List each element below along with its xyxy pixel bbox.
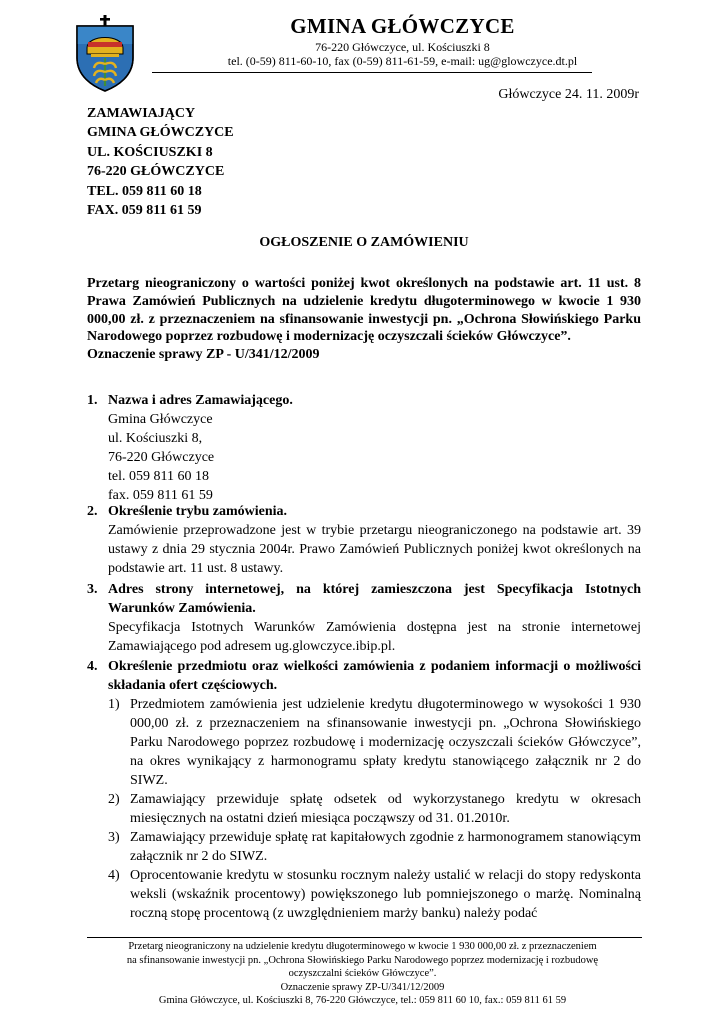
footer-line: Przetarg nieograniczony na udzielenie kredytu długoterminowego w kwocie 1 930 000,00 zł. z przeznaczeniem	[128, 941, 597, 952]
buyer-line: 76-220 GŁÓWCZYCE	[87, 164, 225, 180]
list-item-number: 1)	[108, 697, 120, 712]
section-line: ul. Kościuszki 8,	[108, 431, 203, 446]
footer-line: Oznaczenie sprawy ZP-U/341/12/2009	[280, 981, 445, 993]
document-title: OGŁOSZENIE O ZAMÓWIENIU	[259, 235, 469, 250]
intro-text: Przetarg nieograniczony o wartości poniżej kwot określonych na podstawie art. 11 ust. 8 Prawa Zamówień Publicznych na udzielenie kredytu długoterminowego w kwocie 1 930 000,00 zł. z przeznaczeniem na sfinansowanie inwestycji pn. „Ochrona Słowińskiego Parku Narodowego poprzez rozbudowę i modernizację oczyszczali ścieków Główczyce”.	[87, 276, 641, 345]
section-body: Specyfikacja Istotnych Warunków Zamówienia dostępna jest na stronie internetowej Zamawiającego pod adresem ug.glowczyce.ibip.pl.	[108, 620, 641, 654]
section-heading: Adres strony internetowej, na której zamieszczona jest Specyfikacja Istotnych Warunków Zamówienia.	[108, 582, 641, 616]
list-item-number: 3)	[108, 830, 120, 845]
section-line: tel. 059 811 60 18	[108, 469, 209, 484]
footer	[60, 940, 665, 1008]
section-heading: Określenie przedmiotu oraz wielkości zamówienia z podaniem informacji o możliwości składania ofert częściowych.	[108, 659, 641, 693]
section-line: Gmina Główczyce	[108, 412, 213, 427]
list-item-number: 2)	[108, 792, 120, 807]
footer-line: na sfinansowanie inwestycji pn. „Ochrona Słowińskiego Parku Narodowego poprzez modernizację i rozbudowę	[126, 954, 599, 966]
list-item	[108, 828, 641, 866]
org-contact: tel. (0-59) 811-60-10, fax (0-59) 811-61-59, e-mail: ug@glowczyce.dt.pl	[227, 54, 578, 68]
section-3	[87, 580, 641, 656]
buyer-line: ZAMAWIAJĄCY	[87, 106, 196, 121]
section-1	[87, 391, 641, 505]
section-number: 4.	[87, 659, 98, 674]
section-body: Zamówienie przeprowadzone jest w trybie przetargu nieograniczonego na podstawie art. 39 ustawy z dnia 29 stycznia 2004r. Prawo Zamówień Publicznych poniżej kwot określonych na podstawie art. 11 ust. 8 ustawy.	[108, 523, 641, 576]
header-divider	[152, 72, 592, 73]
org-name: GMINA GŁÓWCZYCE	[290, 14, 515, 38]
org-address: 76-220 Główczyce, ul. Kościuszki 8	[315, 40, 490, 54]
intro-block	[87, 275, 641, 364]
section-4	[87, 657, 641, 923]
list-item-text: Oprocentowanie kredytu w stosunku rocznym należy ustalić w relacji do stopy redyskonta weksli (wskaźnik procentowy) powiększonego lub pomniejszonego o marżę. Nominalną roczną stopę procentową (z uwzględnieniem marży banku) należy podać	[130, 868, 641, 921]
footer-line: oczyszczalni ścieków Główczyce”.	[288, 968, 437, 980]
list-item-text: Przedmiotem zamówienia jest udzielenie kredytu długoterminowego w wysokości 1 930 000,00 zł. z przeznaczeniem na sfinansowanie inwestycji pn. „Ochrona Słowińskiego Parku Narodowego poprzez rozbudowę i modernizację oczyszczali ścieków Główczyce”, na okres wynikający z harmonogramu spłaty kredytu stanowiącego załącznik nr 2 do SIWZ.	[130, 697, 641, 788]
document-date: Główczyce 24. 11. 2009r	[498, 87, 639, 102]
list-item-text: Zamawiający przewiduje spłatę rat kapitałowych zgodnie z harmonogramem stanowiącym załącznik nr 2 do SIWZ.	[130, 830, 641, 864]
buyer-block	[87, 104, 234, 220]
buyer-line: TEL. 059 811 60 18	[87, 183, 202, 199]
section-heading: Określenie trybu zamówienia.	[108, 504, 288, 519]
list-item	[108, 866, 641, 923]
coat-of-arms-icon	[74, 14, 136, 92]
case-number: Oznaczenie sprawy ZP - U/341/12/2009	[87, 347, 320, 363]
buyer-line: UL. KOŚCIUSZKI 8	[87, 144, 213, 160]
section-line: fax. 059 811 61 59	[108, 488, 213, 503]
footer-line: Gmina Główczyce, ul. Kościuszki 8, 76-220 Główczyce, tel.: 059 811 60 10, fax.: 059 811 61 59	[158, 995, 567, 1007]
buyer-line: GMINA GŁÓWCZYCE	[87, 125, 234, 141]
section-2	[87, 502, 641, 578]
list-item	[108, 790, 641, 828]
list-item-text: Zamawiający przewiduje spłatę odsetek od wykorzystanego kredytu w okresach miesięcznych na ostatni dzień miesiąca począwszy od 31. 01.2010r.	[130, 792, 641, 826]
section-number: 2.	[87, 504, 98, 519]
footer-divider	[87, 937, 642, 938]
section-line: 76-220 Główczyce	[108, 450, 215, 465]
section-number: 3.	[87, 582, 98, 597]
section-heading: Nazwa i adres Zamawiającego.	[108, 393, 293, 408]
buyer-line: FAX. 059 811 61 59	[87, 203, 202, 219]
section-number: 1.	[87, 393, 98, 408]
list-item-number: 4)	[108, 868, 120, 883]
list-item	[108, 695, 641, 790]
